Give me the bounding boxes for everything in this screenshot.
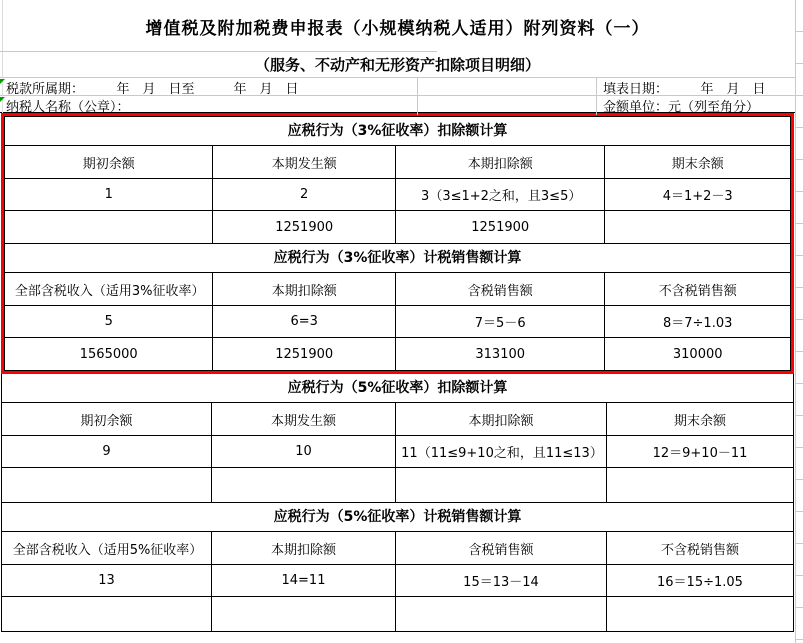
header-cell: 本期扣除额 [396,146,605,178]
formula-cell: 4＝1+2－3 [662,189,733,204]
section-title: 应税行为（3%征收率）扣除额计算 [5,117,790,146]
value-cell[interactable] [5,211,213,243]
section-3pct-taxable-sales [4,243,791,371]
formula-cell: 6=3 [213,306,396,337]
fill-date-label: 填表日期： 年 月 日 [603,82,766,97]
header-cell: 含税销售额 [396,273,605,305]
comment-marker-icon [0,79,5,84]
right-margin-gridlines [795,0,803,643]
value-cell[interactable]: 1251900 [213,211,396,243]
form-subtitle: （服务、不动产和无形资产扣除项目明细） [0,52,795,78]
formula-cell: 7＝5－6 [396,306,605,337]
formula-cell: 1 [5,179,213,210]
value-cell[interactable]: 1251900 [396,211,605,243]
formula-row [5,179,790,211]
comment-marker-icon [0,97,5,102]
section-title: 应税行为（5%征收率）扣除额计算 [2,374,793,403]
header-cell: 本期扣除额 [212,532,396,564]
value-cell[interactable]: 310000 [672,346,723,362]
header-cell: 本期扣除额 [396,403,607,435]
header-row [5,146,790,179]
header-cell: 本期发生额 [213,146,396,178]
header-cell: 期初余额 [5,146,213,178]
value-cell[interactable] [605,211,790,243]
formula-row [2,436,793,468]
value-cell[interactable] [396,597,607,631]
value-row [5,211,790,243]
value-cell[interactable] [607,597,793,631]
header-row [2,403,793,436]
header-row [2,532,793,565]
header-cell: 期末余额 [673,413,726,429]
value-cell[interactable] [396,468,607,502]
formula-cell: 13 [2,565,212,596]
section-3pct-deduction [4,116,791,244]
fill-date-cell[interactable] [597,78,795,97]
header-cell: 不含税销售额 [660,542,739,558]
info-row-period [0,78,795,96]
header-cell: 本期扣除额 [213,273,396,305]
header-cell: 含税销售额 [396,532,607,564]
info-spacer-cell [418,96,597,115]
formula-cell: 9 [2,436,212,467]
info-row-taxpayer [0,96,795,113]
formula-row [2,565,793,597]
section-5pct-deduction [1,374,794,503]
value-row [5,338,790,370]
formula-cell: 11（11≤9+10之和，且11≤13） [396,436,607,467]
value-cell[interactable] [2,597,212,631]
header-row [5,273,790,306]
value-cell[interactable] [607,468,793,502]
header-cell: 全部含税收入（适用5%征收率） [2,532,212,564]
value-cell[interactable]: 1565000 [5,338,213,370]
formula-cell: 15＝13－14 [396,565,607,596]
section-title: 应税行为（5%征收率）计税销售额计算 [2,503,793,532]
value-row [2,597,793,631]
header-cell: 全部含税收入（适用3%征收率） [5,273,213,305]
formula-cell: 5 [5,306,213,337]
tax-period-cell[interactable] [0,78,418,97]
formula-cell: 12＝9+10－11 [652,446,748,461]
highlight-red-box [1,113,794,374]
amount-unit-label: 金额单位：元（列至角分） [603,100,760,115]
formula-cell: 2 [213,179,396,210]
header-cell: 不含税销售额 [658,283,737,299]
value-cell[interactable] [212,597,396,631]
value-row [2,468,793,502]
taxpayer-name-cell[interactable] [0,96,418,115]
header-cell: 期末余额 [671,156,724,172]
header-cell: 本期发生额 [212,403,396,435]
value-cell[interactable] [2,468,212,502]
formula-cell: 14=11 [212,565,396,596]
value-cell[interactable] [212,468,396,502]
taxpayer-label: 纳税人名称（公章）： [6,100,130,115]
section-title: 应税行为（3%征收率）计税销售额计算 [5,244,790,273]
formula-cell: 16＝15÷1.05 [657,575,743,590]
value-cell[interactable]: 313100 [396,338,605,370]
info-spacer-cell [418,78,597,97]
section-5pct-taxable-sales [1,502,794,632]
amount-unit-cell [597,96,795,115]
formula-cell: 8＝7÷1.03 [663,316,733,331]
value-cell[interactable]: 1251900 [213,338,396,370]
formula-cell: 3（3≤1+2之和，且3≤5） [396,179,605,210]
tax-period-label: 税款所属期： 年 月 日至 年 月 日 [6,82,299,97]
header-cell: 期初余额 [2,403,212,435]
formula-cell: 10 [212,436,396,467]
formula-row [5,306,790,338]
form-title: 增值税及附加税费申报表（小规模纳税人适用）附列资料（一） [0,0,795,52]
